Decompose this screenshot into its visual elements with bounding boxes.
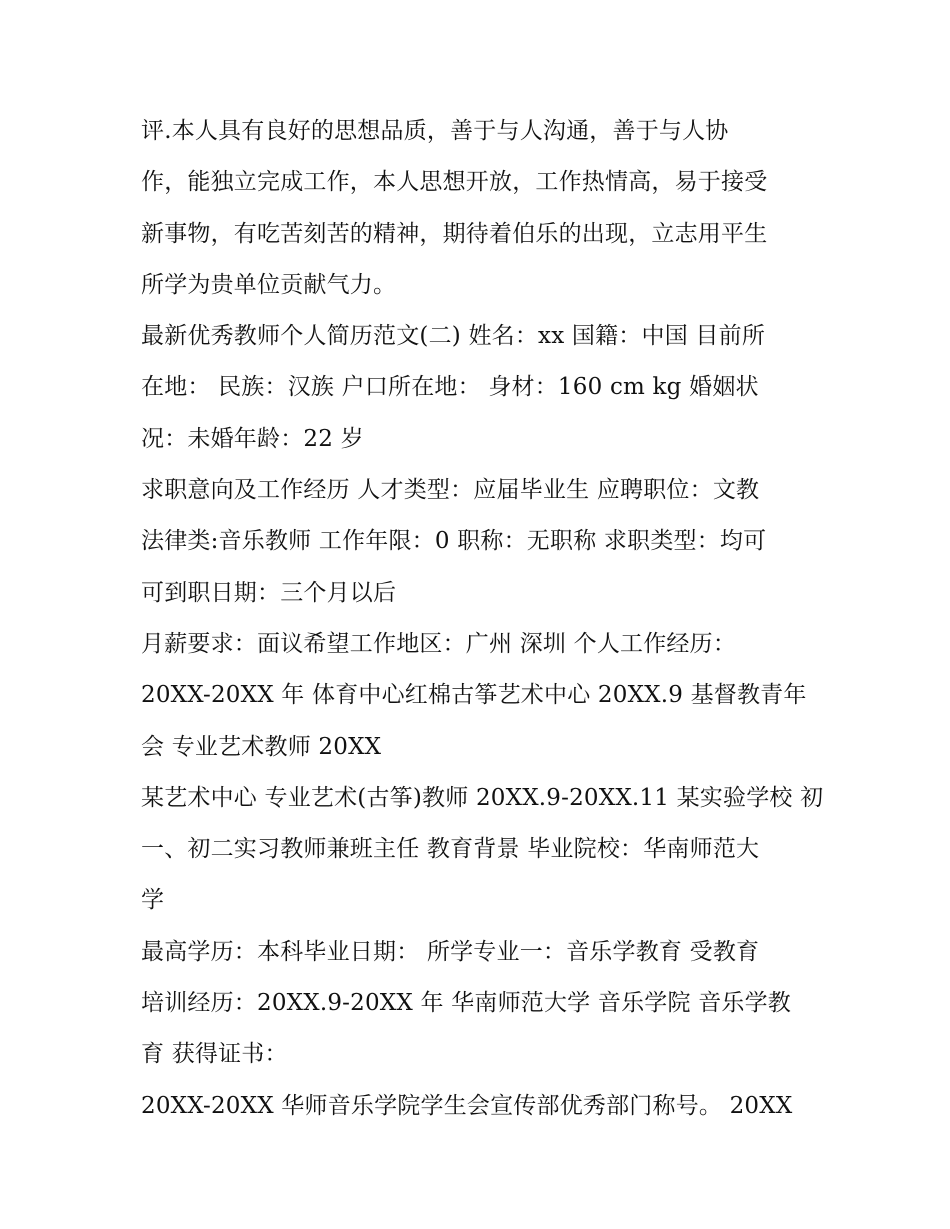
text-line: 20XX-20XX 华师音乐学院学生会宣传部优秀部门称号。 20XX — [141, 1092, 793, 1119]
text-line: 法律类:音乐教师 工作年限：0 职称：无职称 求职类型：均可 — [141, 528, 767, 555]
text-line: 一、初二实习教师兼班主任 教育背景 毕业院校：华南师范大 — [141, 836, 760, 863]
text-line: 会 专业艺术教师 20XX — [141, 733, 382, 760]
text-line: 可到职日期：三个月以后 — [141, 579, 397, 606]
text-line: 最高学历：本科毕业日期： 所学专业一：音乐学教育 受教育 — [141, 938, 760, 965]
text-line: 某艺术中心 专业艺术(古筝)教师 20XX.9-20XX.11 某实验学校 初 — [141, 784, 824, 811]
text-line: 作，能独立完成工作，本人思想开放，工作热情高，易于接受 — [141, 169, 768, 196]
text-line: 学 — [141, 887, 165, 914]
text-line: 培训经历：20XX.9-20XX 年 华南师范大学 音乐学院 音乐学教 — [141, 990, 791, 1017]
text-line: 况：未婚年龄：22 岁 — [141, 425, 364, 452]
text-line: 月薪要求：面议希望工作地区：广州 深圳 个人工作经历： — [141, 630, 737, 657]
text-line: 新事物，有吃苦刻苦的精神，期待着伯乐的出现，立志用平生 — [141, 220, 768, 247]
text-line: 所学为贵单位贡献气力。 — [141, 271, 397, 298]
text-line: 求职意向及工作经历 人才类型：应届毕业生 应聘职位：文教 — [141, 477, 760, 504]
text-line: 在地： 民族：汉族 户口所在地： 身材：160 cm kg 婚姻状 — [141, 374, 759, 401]
text-line: 育 获得证书： — [141, 1041, 288, 1068]
text-line: 20XX-20XX 年 体育中心红棉古筝艺术中心 20XX.9 基督教青年 — [141, 682, 807, 709]
text-line: 评.本人具有良好的思想品质，善于与人沟通，善于与人协 — [141, 118, 729, 144]
document-body — [141, 106, 824, 1132]
text-line: 最新优秀教师个人简历范文(二) 姓名：xx 国籍：中国 目前所 — [141, 323, 766, 350]
